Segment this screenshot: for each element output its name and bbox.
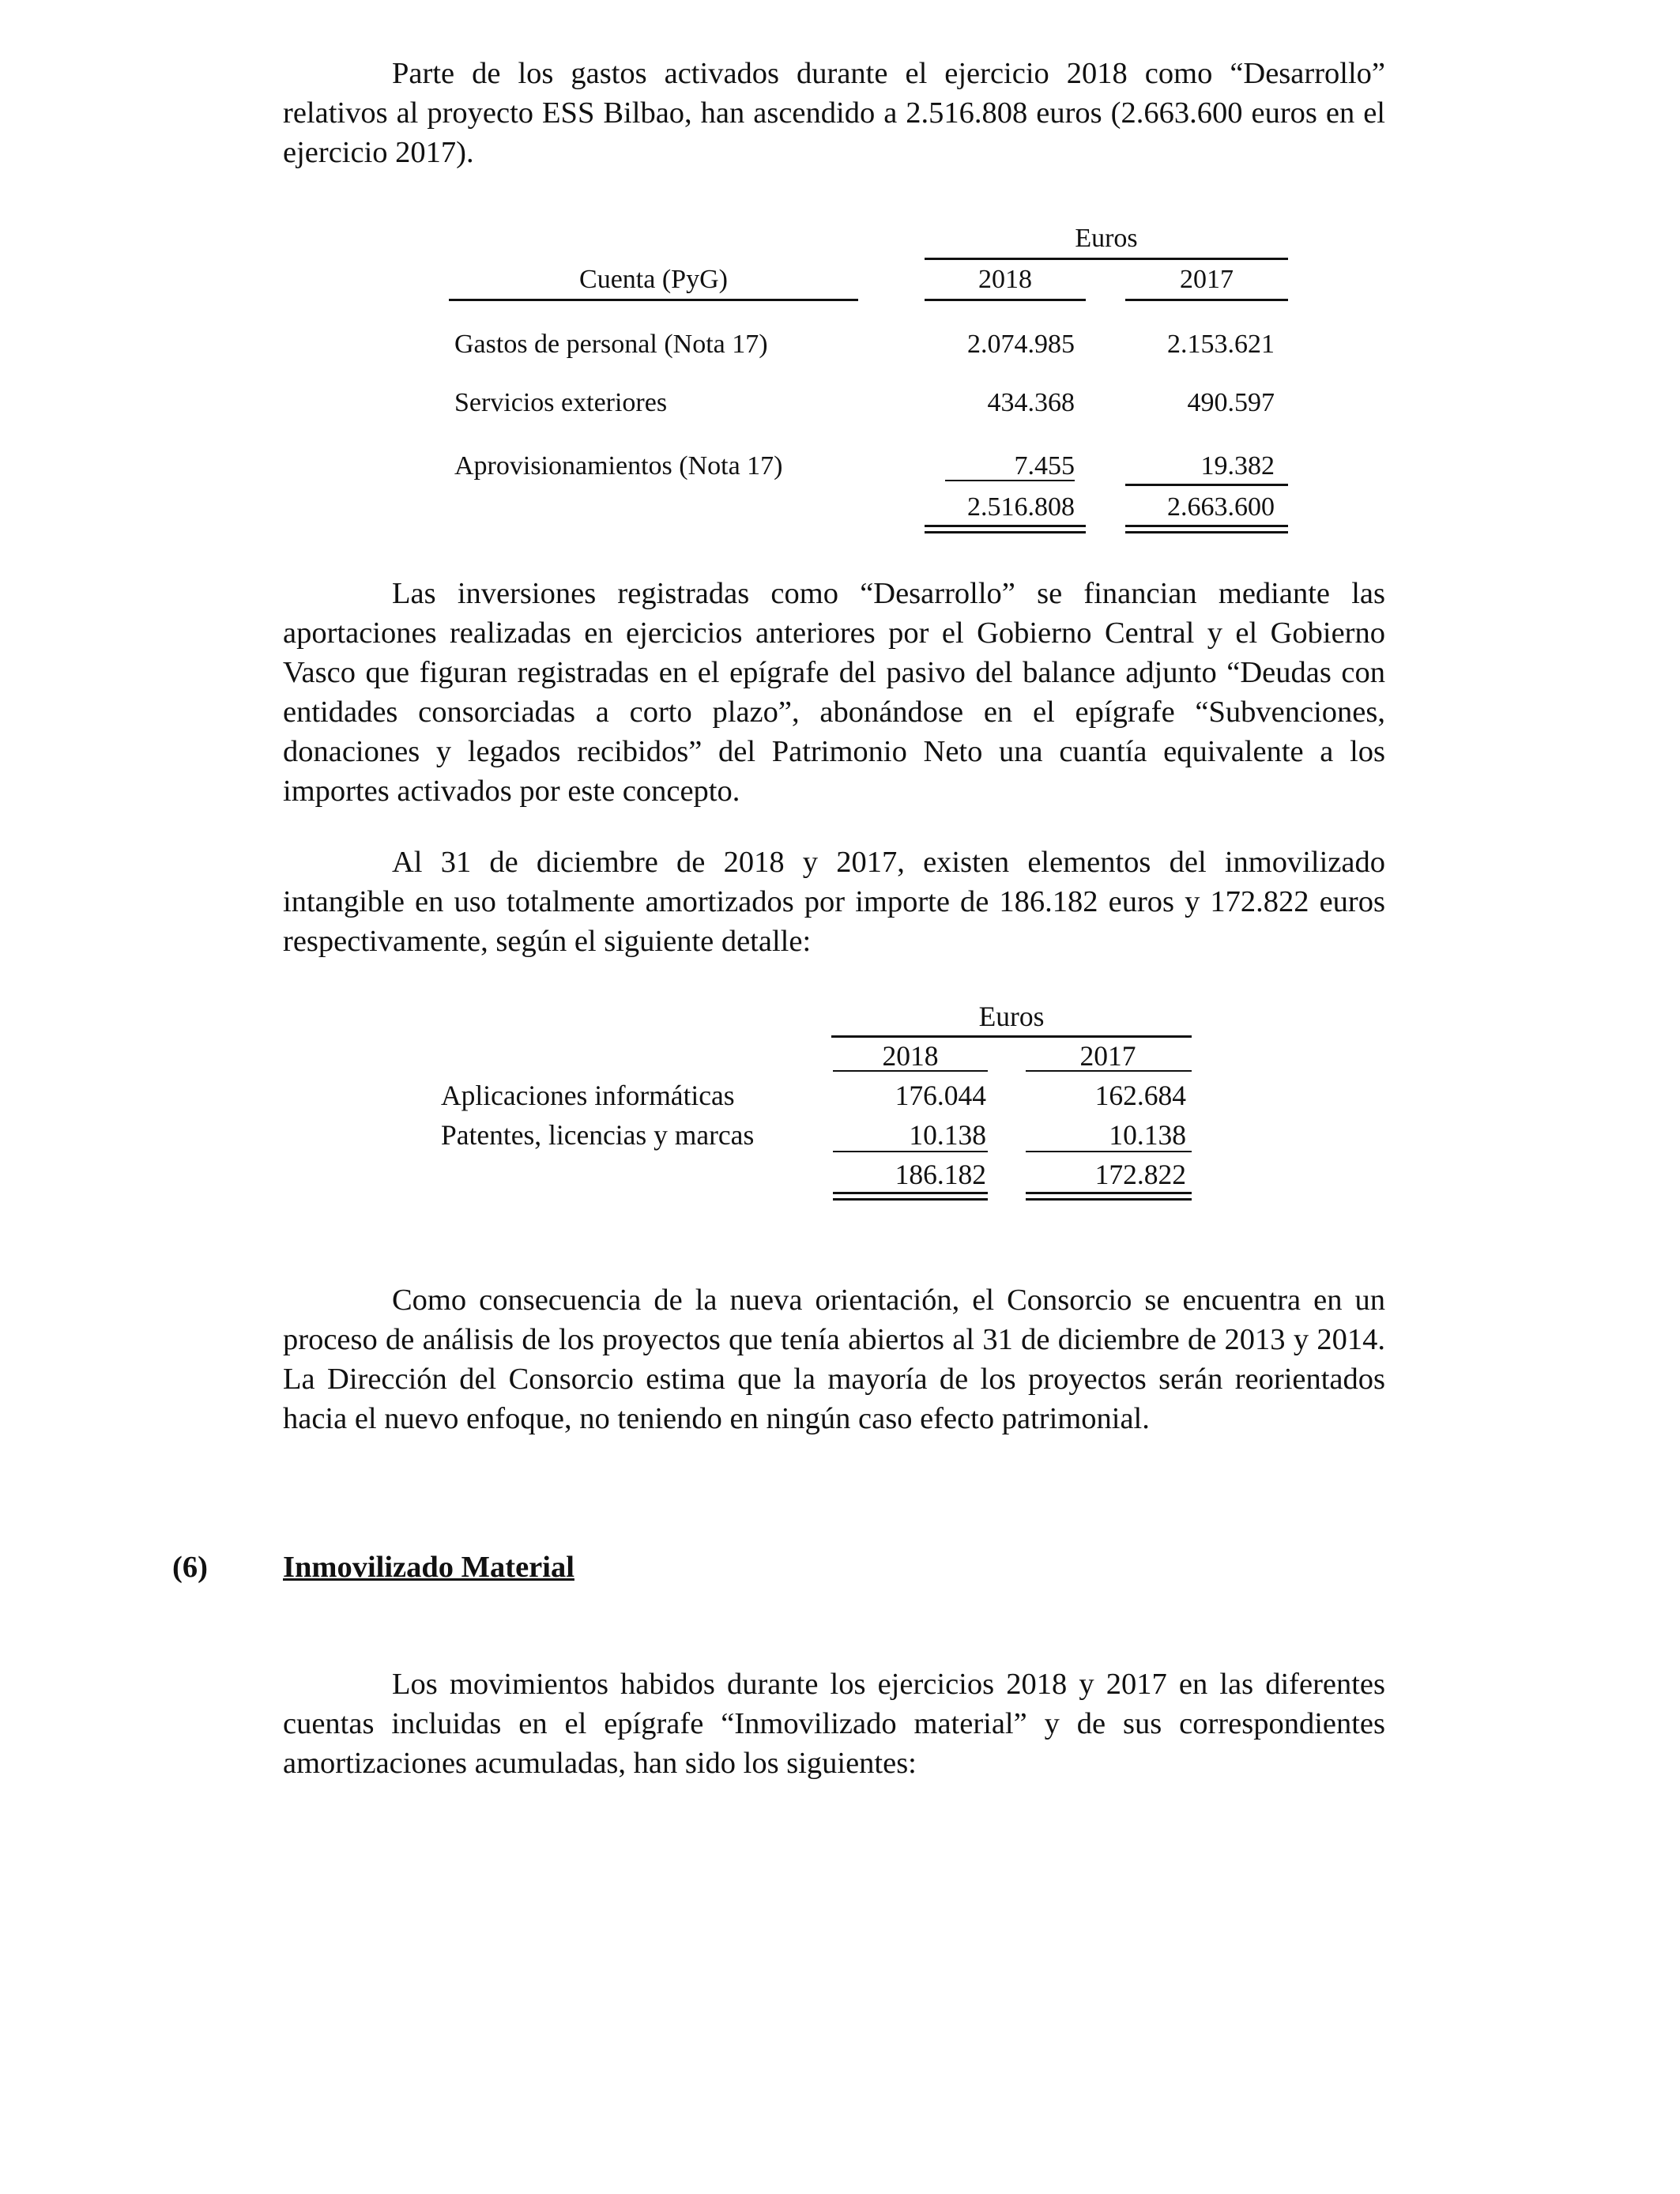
euros-group-header-2: Euros — [978, 1001, 1045, 1032]
year-2017-rule-2 — [1026, 1070, 1192, 1072]
row-label-patents: Patentes, licencias y marcas — [441, 1119, 755, 1151]
total-rule-2018-a — [925, 525, 1086, 527]
paragraph-development-costs: Parte de los gastos activados durante el ejercicio 2018 como “Desarrollo” relativos al proyecto ESS Bilbao, han ascendido a 2.516.808 euros (2.663.600 euros en el ejercicio 2017). — [283, 57, 1385, 169]
total-rule-2018-b — [925, 531, 1086, 533]
row-patents-2017: 10.138 — [1109, 1119, 1186, 1151]
section-number: (6) — [172, 1551, 208, 1584]
row-software-2018: 176.044 — [895, 1080, 986, 1111]
total2-rule-2018-a — [833, 1192, 988, 1194]
subtotal-rule-2018-2 — [833, 1151, 988, 1152]
section-title: Inmovilizado Material — [283, 1551, 574, 1584]
total2-2017: 172.822 — [1094, 1159, 1186, 1190]
year-2017-header-2: 2017 — [1079, 1040, 1136, 1072]
total-rule-2017-a — [1125, 525, 1288, 527]
total2-rule-2017-b — [1026, 1198, 1192, 1201]
total-2018: 2.516.808 — [967, 492, 1075, 522]
total2-rule-2017-a — [1026, 1192, 1192, 1194]
subtotal-rule-2018 — [945, 480, 1075, 481]
paragraph-movements: Los movimientos habidos durante los ejercicios 2018 y 2017 en las diferentes cuentas incluidas en el epígrafe “Inmovilizado material” y de sus correspondientes amortizaciones acumuladas, han sido los siguientes: — [283, 1668, 1385, 1780]
subtotal-rule-2017 — [1125, 484, 1288, 486]
row-personal-2018: 2.074.985 — [967, 330, 1075, 359]
row-label-services: Servicios exteriores — [454, 388, 668, 417]
paragraph-reorientation: Como consecuencia de la nueva orientación, el Consorcio se encuentra en un proceso de análisis de los proyectos que tenía abiertos al 31 de diciembre de 2013 y 2014. La Dirección del Consorcio estima que la mayoría de los proyectos serán reorientados hacia el nuevo enfoque, no teniendo en ningún caso efecto patrimonial. — [283, 1284, 1385, 1435]
total-rule-2017-b — [1125, 531, 1288, 533]
year-2018-rule-2 — [833, 1070, 988, 1072]
total-2017: 2.663.600 — [1167, 492, 1275, 522]
year-2018-header-rule — [925, 299, 1086, 301]
year-2018-header-2: 2018 — [882, 1040, 939, 1072]
paragraph-financing: Las inversiones registradas como “Desarrollo” se financian mediante las aportaciones realizadas en ejercicios anteriores por el Gobierno Central y el Gobierno Vasco que figuran registradas en el epígrafe del pasivo del balance adjunto “Deudas con entidades consorciadas a corto plazo”, abonándose en el epígrafe “Subvenciones, donaciones y legados recibidos” del Patrimonio Neto una cuantía equivalente a los importes activados por este concepto. — [283, 577, 1385, 808]
total2-2018: 186.182 — [895, 1159, 986, 1190]
euros-header-rule — [925, 258, 1288, 260]
total2-rule-2018-b — [833, 1198, 988, 1201]
account-header-rule — [449, 299, 858, 301]
subtotal-rule-2017-2 — [1026, 1151, 1192, 1152]
row-software-2017: 162.684 — [1094, 1080, 1186, 1111]
row-label-supplies: Aprovisionamientos (Nota 17) — [454, 451, 783, 481]
row-personal-2017: 2.153.621 — [1167, 330, 1275, 359]
row-patents-2018: 10.138 — [909, 1119, 986, 1151]
year-2017-header-rule — [1125, 299, 1288, 301]
paragraph-fully-amortized: Al 31 de diciembre de 2018 y 2017, existen elementos del inmovilizado intangible en uso totalmente amortizados por importe de 186.182 euros y 172.822 euros respectivamente, según el siguiente detalle: — [283, 846, 1385, 958]
year-2018-header: 2018 — [978, 265, 1032, 294]
row-label-software: Aplicaciones informáticas — [441, 1080, 735, 1111]
euros-group-header: Euros — [1075, 224, 1138, 253]
row-services-2018: 434.368 — [987, 388, 1075, 417]
row-supplies-2018: 7.455 — [1014, 451, 1075, 481]
euros-header-rule-2 — [831, 1035, 1192, 1038]
row-services-2017: 490.597 — [1187, 388, 1275, 417]
year-2017-header: 2017 — [1180, 265, 1234, 294]
account-column-header: Cuenta (PyG) — [579, 265, 728, 294]
row-label-personal: Gastos de personal (Nota 17) — [454, 330, 768, 359]
row-supplies-2017: 19.382 — [1200, 451, 1275, 481]
